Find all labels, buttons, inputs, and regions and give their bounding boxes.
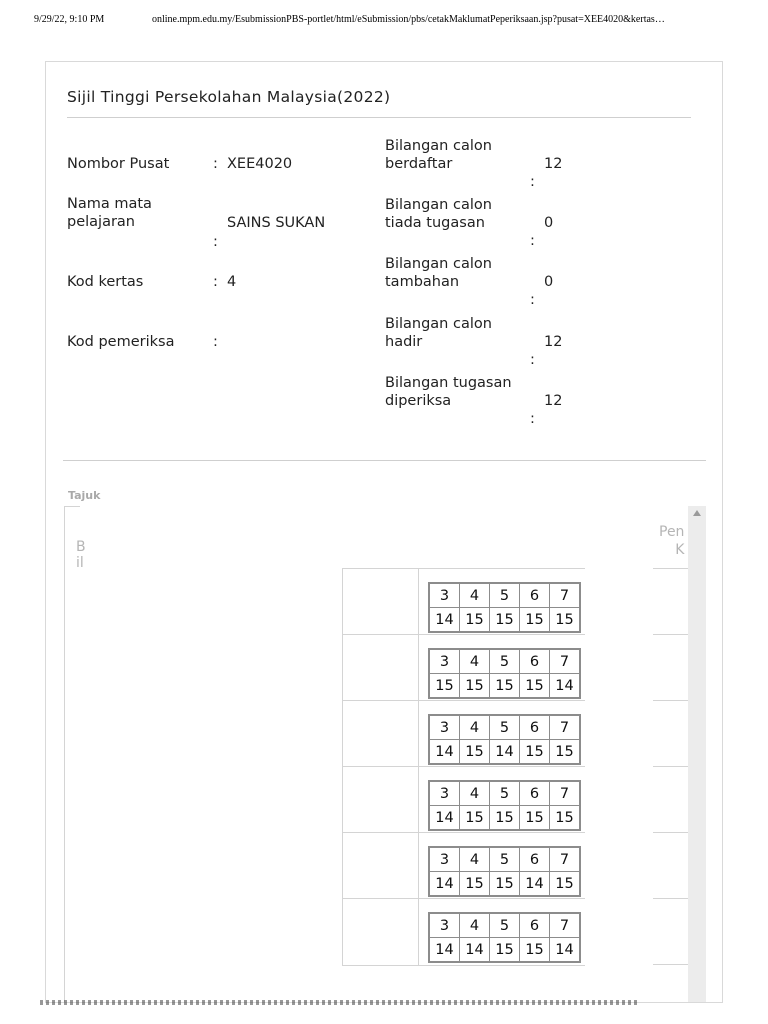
score-grid [428, 912, 581, 963]
value-tugasan-diperiksa: 12 [544, 393, 563, 409]
row-line-right [653, 700, 688, 701]
score-header: 3 [429, 781, 460, 806]
score-grid [428, 780, 581, 831]
value-calon-berdaftar: 12 [544, 156, 563, 172]
cell-divider [418, 767, 419, 833]
score-value: 14 [490, 740, 520, 765]
score-value: 15 [520, 806, 550, 831]
score-header: 5 [490, 847, 520, 872]
score-value: 15 [520, 674, 550, 699]
row-line-right [653, 898, 688, 899]
score-header: 7 [550, 583, 581, 608]
label-nombor-pusat: Nombor Pusat [67, 156, 170, 172]
score-value: 15 [460, 872, 490, 897]
score-value: 15 [520, 938, 550, 963]
score-header: 5 [490, 649, 520, 674]
score-value: 14 [550, 674, 581, 699]
score-header: 3 [429, 649, 460, 674]
score-value: 14 [429, 938, 460, 963]
label-nama-mata-pelajaran: Nama mata pelajaran [67, 196, 152, 230]
row-line-right [653, 568, 688, 569]
cell-divider [418, 833, 419, 899]
colon: : [530, 174, 535, 190]
marks-table-viewport[interactable] [64, 506, 706, 1002]
score-header: 3 [429, 583, 460, 608]
table-row [342, 568, 585, 635]
score-value: 15 [550, 872, 581, 897]
colon: : [530, 292, 535, 308]
score-value: 15 [429, 674, 460, 699]
colon: : [530, 233, 535, 249]
table-row [342, 766, 585, 833]
label-calon-tiada-tugasan: Bilangan calon tiada tugasan [385, 197, 492, 231]
scroll-up-arrow-icon[interactable] [693, 510, 701, 516]
score-grid [428, 846, 581, 897]
score-value: 14 [429, 872, 460, 897]
score-value: 14 [460, 938, 490, 963]
score-header: 6 [520, 781, 550, 806]
value-calon-tiada-tugasan: 0 [544, 215, 554, 231]
column-header-pen: Pen K [659, 524, 685, 558]
table-corner [64, 506, 80, 507]
page-title: Sijil Tinggi Persekolahan Malaysia(2022) [67, 88, 391, 106]
value-nama-mata-pelajaran: SAINS SUKAN [227, 215, 326, 231]
table-caption: Tajuk [68, 489, 101, 502]
score-header: 6 [520, 715, 550, 740]
score-header: 7 [550, 847, 581, 872]
score-value: 15 [520, 740, 550, 765]
title-divider [67, 117, 691, 118]
score-header: 5 [490, 781, 520, 806]
table-left-border [64, 506, 65, 1002]
score-value: 15 [490, 938, 520, 963]
cell-divider [418, 635, 419, 701]
colon: : [213, 274, 218, 290]
score-value: 14 [429, 740, 460, 765]
score-value: 15 [550, 740, 581, 765]
score-header: 4 [460, 913, 490, 938]
print-url: online.mpm.edu.my/EsubmissionPBS-portlet/html/eSubmission/pbs/cetakMaklumatPeperiksaan.jsp?pusat=XEE4020&kertas… [152, 14, 665, 25]
score-header: 5 [490, 913, 520, 938]
label-calon-hadir: Bilangan calon hadir [385, 316, 492, 350]
score-value: 14 [429, 806, 460, 831]
score-header: 7 [550, 649, 581, 674]
label-calon-tambahan: Bilangan calon tambahan [385, 256, 492, 290]
score-header: 3 [429, 715, 460, 740]
score-header: 4 [460, 781, 490, 806]
score-header: 4 [460, 847, 490, 872]
score-header: 6 [520, 583, 550, 608]
label-calon-berdaftar: Bilangan calon berdaftar [385, 138, 492, 172]
colon: : [213, 234, 218, 250]
value-calon-hadir: 12 [544, 334, 563, 350]
print-header [0, 14, 768, 30]
table-row [342, 898, 585, 966]
value-calon-tambahan: 0 [544, 274, 554, 290]
label-kod-kertas: Kod kertas [67, 274, 144, 290]
cell-divider [418, 899, 419, 965]
score-grid [428, 582, 581, 633]
score-grid [428, 648, 581, 699]
score-value: 15 [460, 740, 490, 765]
score-value: 15 [460, 806, 490, 831]
colon: : [213, 334, 218, 350]
score-value: 15 [550, 806, 581, 831]
score-value: 14 [520, 872, 550, 897]
colon: : [530, 352, 535, 368]
section-divider [63, 460, 706, 461]
score-header: 3 [429, 847, 460, 872]
row-line-right [653, 832, 688, 833]
score-header: 3 [429, 913, 460, 938]
score-value: 15 [490, 806, 520, 831]
score-header: 6 [520, 913, 550, 938]
score-header: 5 [490, 583, 520, 608]
exam-info-card [45, 61, 723, 1003]
label-tugasan-diperiksa: Bilangan tugasan diperiksa [385, 375, 512, 409]
score-value: 15 [460, 674, 490, 699]
score-value: 15 [490, 674, 520, 699]
score-value: 14 [550, 938, 581, 963]
score-value: 15 [520, 608, 550, 633]
value-kod-kertas: 4 [227, 274, 237, 290]
score-header: 6 [520, 847, 550, 872]
score-header: 4 [460, 649, 490, 674]
table-row [342, 832, 585, 899]
print-footer [40, 1000, 640, 1005]
score-value: 14 [429, 608, 460, 633]
score-value: 15 [460, 608, 490, 633]
column-header-bil: B il [76, 539, 86, 571]
row-line-right [653, 964, 688, 965]
row-line-right [653, 634, 688, 635]
score-header: 6 [520, 649, 550, 674]
score-header: 4 [460, 583, 490, 608]
score-header: 4 [460, 715, 490, 740]
label-kod-pemeriksa: Kod pemeriksa [67, 334, 175, 350]
vertical-scrollbar[interactable] [688, 506, 706, 1002]
colon: : [213, 156, 218, 172]
score-header: 7 [550, 715, 581, 740]
score-value: 15 [550, 608, 581, 633]
score-value: 15 [490, 872, 520, 897]
score-value: 15 [490, 608, 520, 633]
score-grid [428, 714, 581, 765]
score-header: 7 [550, 781, 581, 806]
value-nombor-pusat: XEE4020 [227, 156, 293, 172]
row-line-right [653, 766, 688, 767]
score-header: 7 [550, 913, 581, 938]
print-datetime: 9/29/22, 9:10 PM [34, 14, 105, 25]
cell-divider [418, 569, 419, 635]
table-row [342, 700, 585, 767]
colon: : [530, 411, 535, 427]
table-row [342, 634, 585, 701]
cell-divider [418, 701, 419, 767]
score-header: 5 [490, 715, 520, 740]
